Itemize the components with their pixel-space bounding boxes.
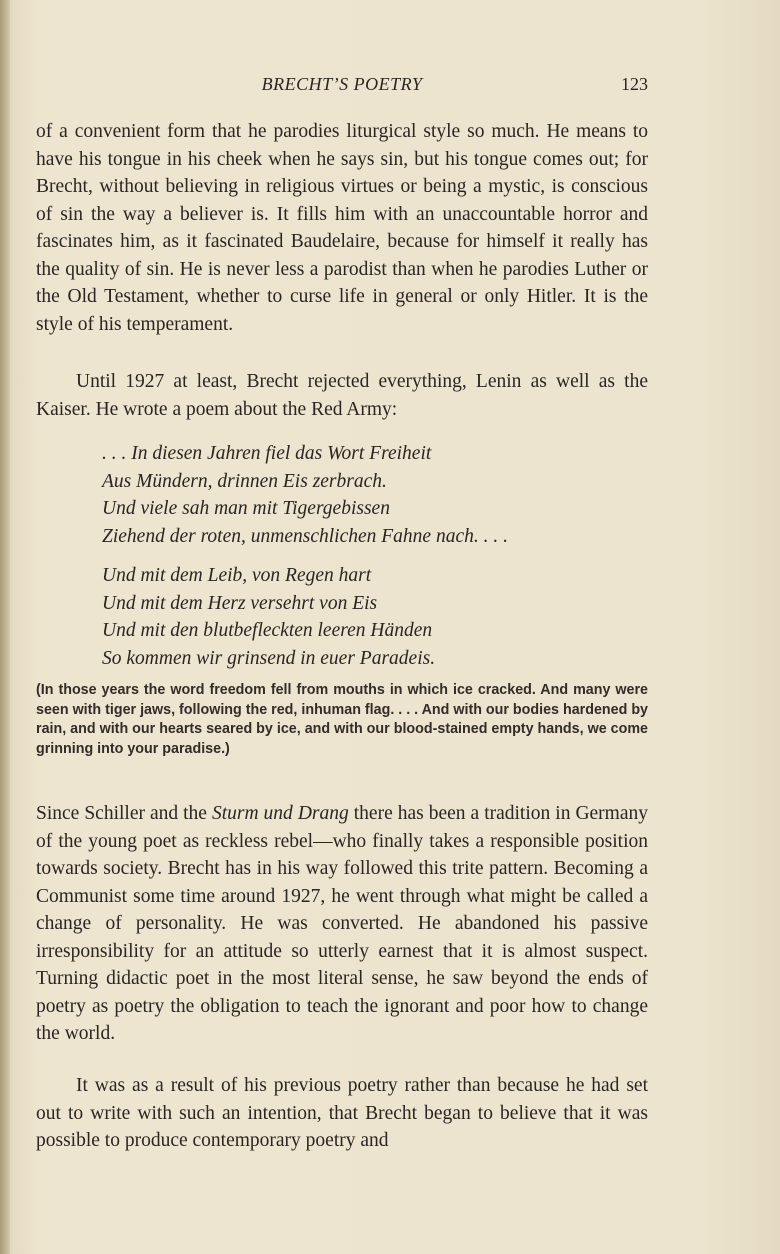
paragraph-2: Until 1927 at least, Brecht rejected everything, Lenin as well as the Kaiser. He wrote a poem about the Red Army: bbox=[36, 371, 648, 420]
poem-translation: (In those years the word freedom fell from mouths in which ice cracked. And many were seen with tiger jaws, following the red, inhuman flag. . . . And with our bodies hardened by rain, and with our hearts seared by ice, and with our blood-stained empty hands, we come grinning into your paradise.) bbox=[36, 682, 648, 757]
poem-line: Aus Mündern, drinnen Eis zerbrach. bbox=[102, 470, 387, 492]
poem-line: Ziehend der roten, unmenschlichen Fahne nach. . . . bbox=[102, 525, 508, 547]
paragraph-4-block bbox=[36, 1072, 648, 1155]
poem-line: So kommen wir grinsend in euer Paradeis. bbox=[102, 647, 436, 669]
sturm-und-drang-italic: Sturm und Drang bbox=[211, 803, 349, 824]
paragraph-2-block bbox=[36, 368, 648, 423]
paragraph-3-block bbox=[36, 800, 648, 1048]
paragraph-1: of a convenient form that he parodies liturgical style so much. He means to have his tongue in his cheek when he says sin, but his tongue comes out; for Brecht, without believing in religious virtues or being a mystic, is conscious of sin the way a believer is. It fills him with an unaccountable horror and fascinates him, as it fascinated Baudelaire, because for himself it really has the quality of sin. He is never less a parodist than when he parodies Luther or the Old Testament, whether to curse life in general or only Hitler. It is the style of his temperament. bbox=[36, 121, 648, 335]
paragraph-3-rest: there has been a tradition in Germany of the young poet as reckless rebel—who finally takes a responsible position towards society. Brecht has in his way followed this trite pattern. Becoming a Communist some time around 1927, he went through what might be called a change of personality. He was converted. He abandoned his passive irresponsibility for an attitude so utterly earnest that it is almost suspect. Turning didactic poet in the most literal sense, he saw beyond the ends of poetry as poetry the obligation to teach the ignorant and poor how to change the world. bbox=[36, 803, 648, 1044]
page-number: 123 bbox=[621, 74, 648, 94]
paragraph-4: It was as a result of his previous poetry rather than because he had set out to write with such an intention, that Brecht began to believe that it was possible to produce contemporary poetry and bbox=[36, 1075, 648, 1151]
page-spine-shadow bbox=[0, 0, 10, 1254]
poem-stanza-1 bbox=[102, 440, 508, 550]
poem-line: Und mit dem Herz versehrt von Eis bbox=[102, 592, 378, 614]
poem-line: Und viele sah man mit Tigergebissen bbox=[102, 498, 390, 519]
poem-line: Und mit den blutbefleckten leeren Händen bbox=[102, 620, 433, 641]
poem-line: . . . In diesen Jahren fiel das Wort Freiheit bbox=[102, 443, 432, 464]
poem-stanza-2 bbox=[102, 562, 435, 672]
paragraph-3 bbox=[36, 800, 648, 1048]
running-head: BRECHT’S POETRY bbox=[261, 74, 423, 94]
paragraph-1-block bbox=[36, 118, 648, 338]
page-header bbox=[36, 74, 648, 100]
poem-line: Und mit dem Leib, von Regen hart bbox=[102, 565, 372, 586]
paragraph-3-start: Since Schiller and the bbox=[36, 803, 212, 824]
